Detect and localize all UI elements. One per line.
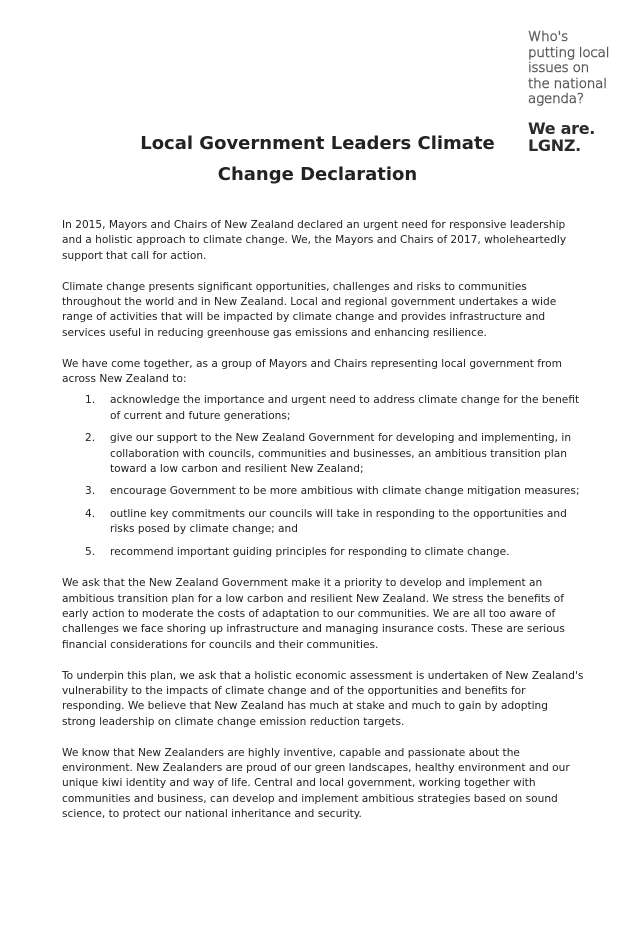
list-item-text: give our support to the New Zealand Government for developing and implementing, in collaboration with councils, communities and businesses, an ambitious transition plan toward a low carbon and resilient New Zealand; [110,432,572,476]
list-item-text: acknowledge the importance and urgent need to address climate change for the benefit of current and future generations; [110,394,580,422]
document-title-line: Change Declaration [217,164,418,185]
list-item-text: outline key commitments our councils will take in responding to the opportunities and risks posed by climate change; and [110,507,567,536]
document-title-line: Local Government Leaders Climate [140,133,495,154]
paragraph: To underpin this plan, we ask that a holistic economic assessment is undertaken of New Zealand's vulnerability to the impacts of climate change and of the opportunities and benefits for responding. We believe that New Zealand has much at stake and much to gain by adopting strong leadership on climate change emission reduction targets. [62,669,584,728]
list-item-number: 5. [85,545,96,558]
paragraph: In 2015, Mayors and Chairs of New Zealand declared an urgent need for responsive leadership and a holistic approach to climate change. We, the Mayors and Chairs of 2017, wholeheartedly support that call for action. [62,219,567,262]
list-item-number: 3. [85,485,96,498]
list-item [62,484,584,499]
list-item [62,431,584,477]
logo-brand-line: We are. [528,118,596,138]
list-item-number: 2. [85,432,96,445]
logo-tagline [528,30,628,108]
document-body [62,218,584,838]
list-item-text: recommend important guiding principles for responding to climate change. [110,545,510,558]
logo-tagline-line: Who's [528,29,568,45]
paragraph: We have come together, as a group of Mayors and Chairs representing local government from across New Zealand to: [62,357,562,386]
paragraph: We ask that the New Zealand Government make it a priority to develop and implement an ambitious transition plan for a low carbon and resilient New Zealand. We stress the benefits of early action to moderate the costs of adaptation to our communities. We are all too aware of challenges we face shoring up infrastructure and managing insurance costs. These are serious financial considerations for councils and their communities. [62,577,565,651]
logo-brand-line: LGNZ. [528,135,581,155]
list-item-text: encourage Government to be more ambitious with climate change mitigation measures; [110,485,580,498]
logo-tagline-line: issues on [528,60,590,76]
list-item [62,507,584,538]
logo-brand [528,120,628,154]
list-item [62,393,584,424]
lgnz-logo [528,30,628,154]
logo-tagline-line: agenda? [528,91,584,107]
list-item-number: 1. [85,394,96,407]
logo-tagline-line: putting local [528,44,610,61]
logo-tagline-line: the national [528,75,607,92]
paragraph: Climate change presents significant opportunities, challenges and risks to communities throughout the world and in New Zealand. Local and regional government undertakes a wide range of activities that will be impacted by climate change and provides infrastructure and services useful in reducing greenhouse gas emissions and enhancing resilience. [62,280,557,339]
paragraph: We know that New Zealanders are highly inventive, capable and passionate about the environment. New Zealanders are proud of our green landscapes, healthy environment and our unique kiwi identity and way of life. Central and local government, working together with communities and business, can develop and implement ambitious strategies based on sound science, to protect our national inheritance and security. [62,746,570,821]
list-item-number: 4. [85,507,96,520]
commitment-list [62,393,584,560]
document-title [120,128,515,190]
list-item [62,545,584,560]
